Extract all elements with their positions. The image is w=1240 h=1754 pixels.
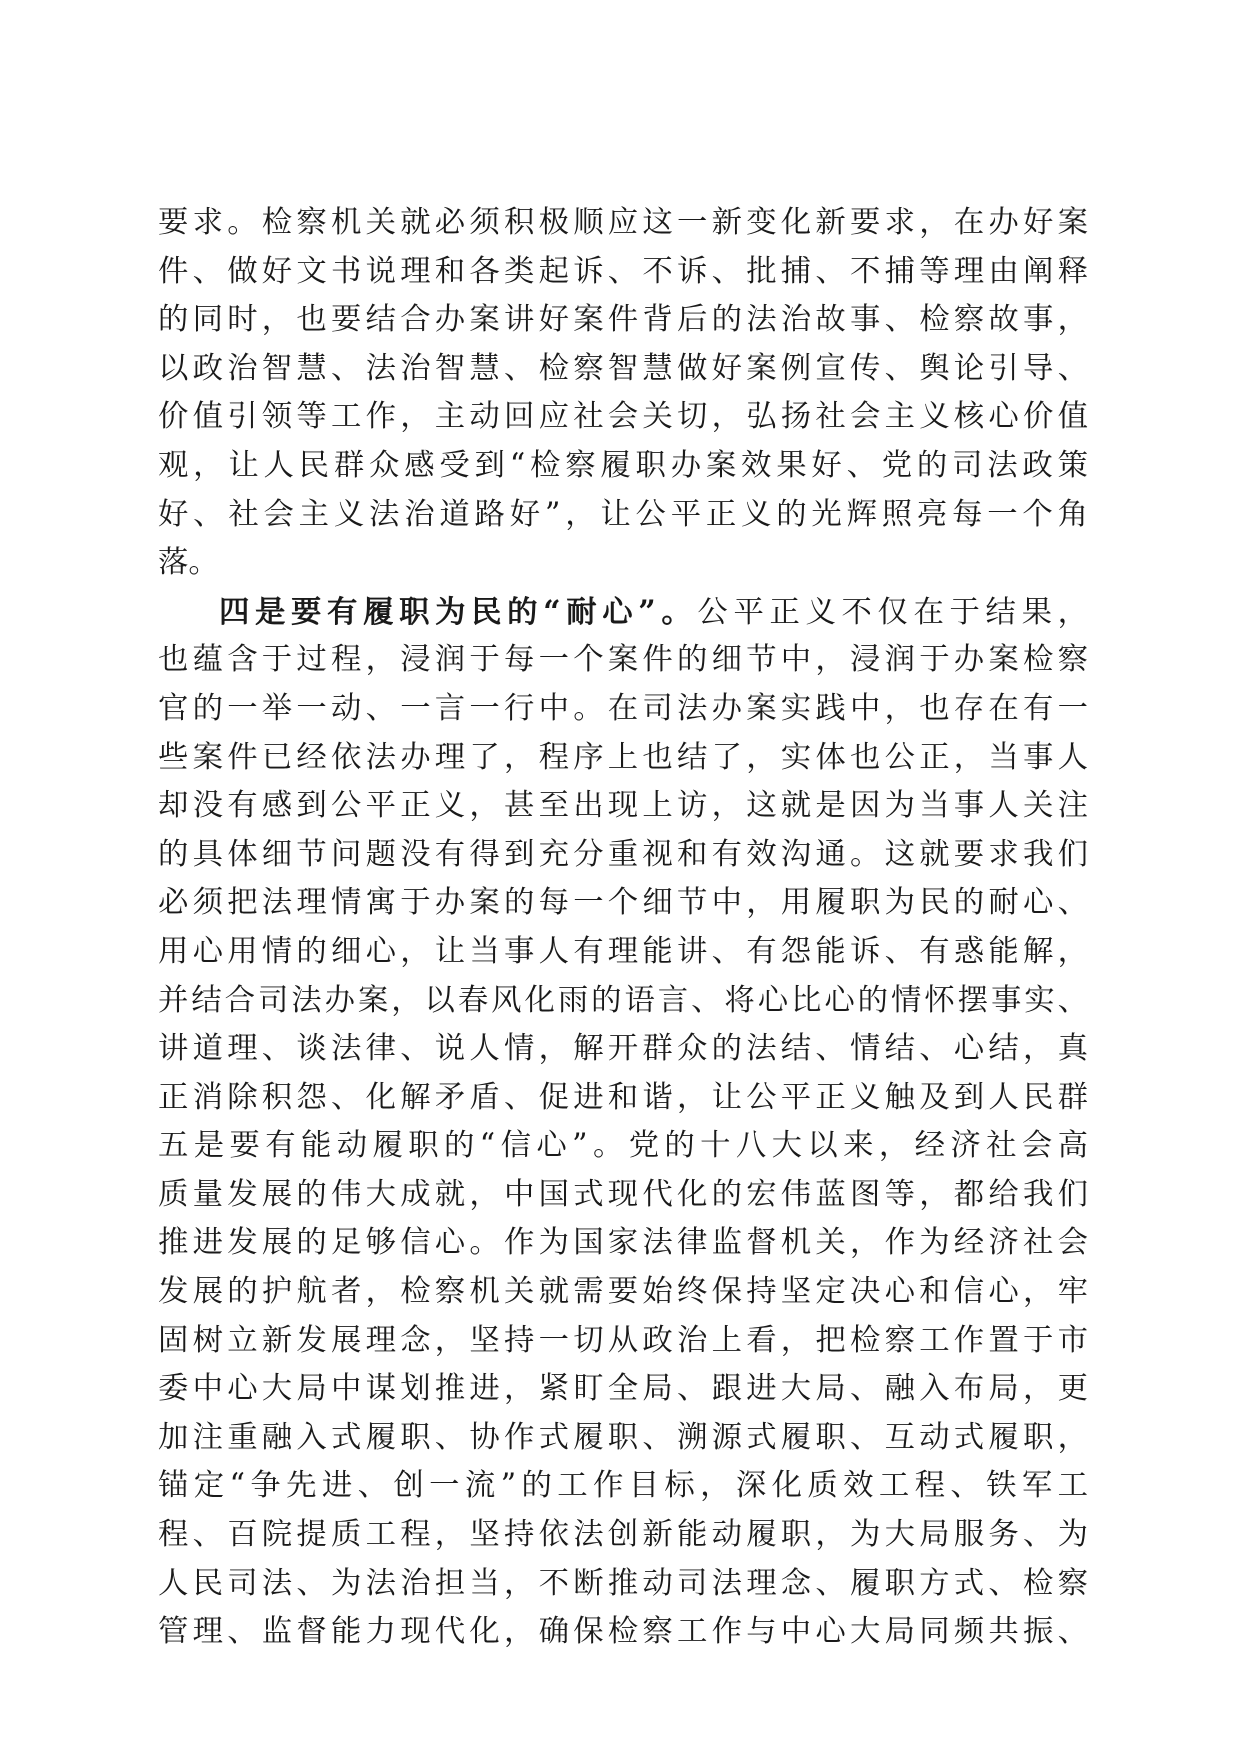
text-line: 也蕴含于过程，浸润于每一个案件的细节中，浸润于办案检察: [158, 642, 1088, 678]
text-line: 价值引领等工作，主动回应社会关切，弘扬社会主义核心价值: [158, 399, 1088, 435]
text-line: 讲道理、谈法律、说人情，解开群众的法结、情结、心结，真: [158, 1031, 1088, 1067]
section-heading-line: [158, 588, 1088, 637]
text-line: 委中心大局中谋划推进，紧盯全局、跟进大局、融入布局，更: [158, 1371, 1088, 1407]
text-line: 程、百院提质工程，坚持依法创新能动履职，为大局服务、为: [158, 1517, 1088, 1553]
section-heading-continuation: 公平正义不仅在于结果，: [697, 594, 1088, 630]
section-heading: 四是要有履职为民的“耐心”。: [219, 593, 698, 630]
text-line: 好、社会主义法治道路好”，让公平正义的光辉照亮每一个角: [158, 496, 1088, 532]
text-line: 必须把法理情寓于办案的每一个细节中，用履职为民的耐心、: [158, 885, 1088, 921]
body-text: [158, 199, 1088, 1657]
text-line: 却没有感到公平正义，甚至出现上访，这就是因为当事人关注: [158, 788, 1088, 824]
text-line: 发展的护航者，检察机关就需要始终保持坚定决心和信心，牢: [158, 1274, 1088, 1310]
text-line: 以政治智慧、法治智慧、检察智慧做好案例宣传、舆论引导、: [158, 350, 1088, 386]
text-line: 件、做好文书说理和各类起诉、不诉、批捕、不捕等理由阐释: [158, 253, 1088, 289]
text-line: 落。: [158, 545, 219, 581]
text-line: 质量发展的伟大成就，中国式现代化的宏伟蓝图等，都给我们: [158, 1176, 1088, 1212]
text-line: 观，让人民群众感受到“检察履职办案效果好、党的司法政策: [158, 447, 1088, 483]
text-line: 人民司法、为法治担当，不断推动司法理念、履职方式、检察: [158, 1565, 1088, 1601]
text-line: 要求。检察机关就必须积极顺应这一新变化新要求，在办好案: [158, 205, 1088, 240]
text-line: 锚定“争先进、创一流”的工作目标，深化质效工程、铁军工: [158, 1468, 1088, 1504]
text-line: 推进发展的足够信心。作为国家法律监督机关，作为经济社会: [158, 1225, 1088, 1261]
text-line: 的同时，也要结合办案讲好案件背后的法治故事、检察故事，: [158, 302, 1088, 338]
text-line: 五是要有能动履职的“信心”。党的十八大以来，经济社会高: [158, 1128, 1088, 1164]
text-line: 正消除积怨、化解矛盾、促进和谐，让公平正义触及到人民群: [158, 1079, 1088, 1115]
text-line: 些案件已经依法办理了，程序上也结了，实体也公正，当事人: [158, 739, 1088, 775]
text-line: 官的一举一动、一言一行中。在司法办案实践中，也存在有一: [158, 690, 1088, 726]
text-line: 并结合司法办案，以春风化雨的语言、将心比心的情怀摆事实、: [158, 982, 1088, 1018]
text-line: 用心用情的细心，让当事人有理能讲、有怨能诉、有惑能解，: [158, 933, 1088, 969]
text-line: 加注重融入式履职、协作式履职、溯源式履职、互动式履职，: [158, 1419, 1088, 1455]
text-line: 管理、监督能力现代化，确保检察工作与中心大局同频共振、: [158, 1614, 1088, 1650]
text-line: 固树立新发展理念，坚持一切从政治上看，把检察工作置于市: [158, 1322, 1088, 1358]
text-line: 的具体细节问题没有得到充分重视和有效沟通。这就要求我们: [158, 836, 1088, 872]
